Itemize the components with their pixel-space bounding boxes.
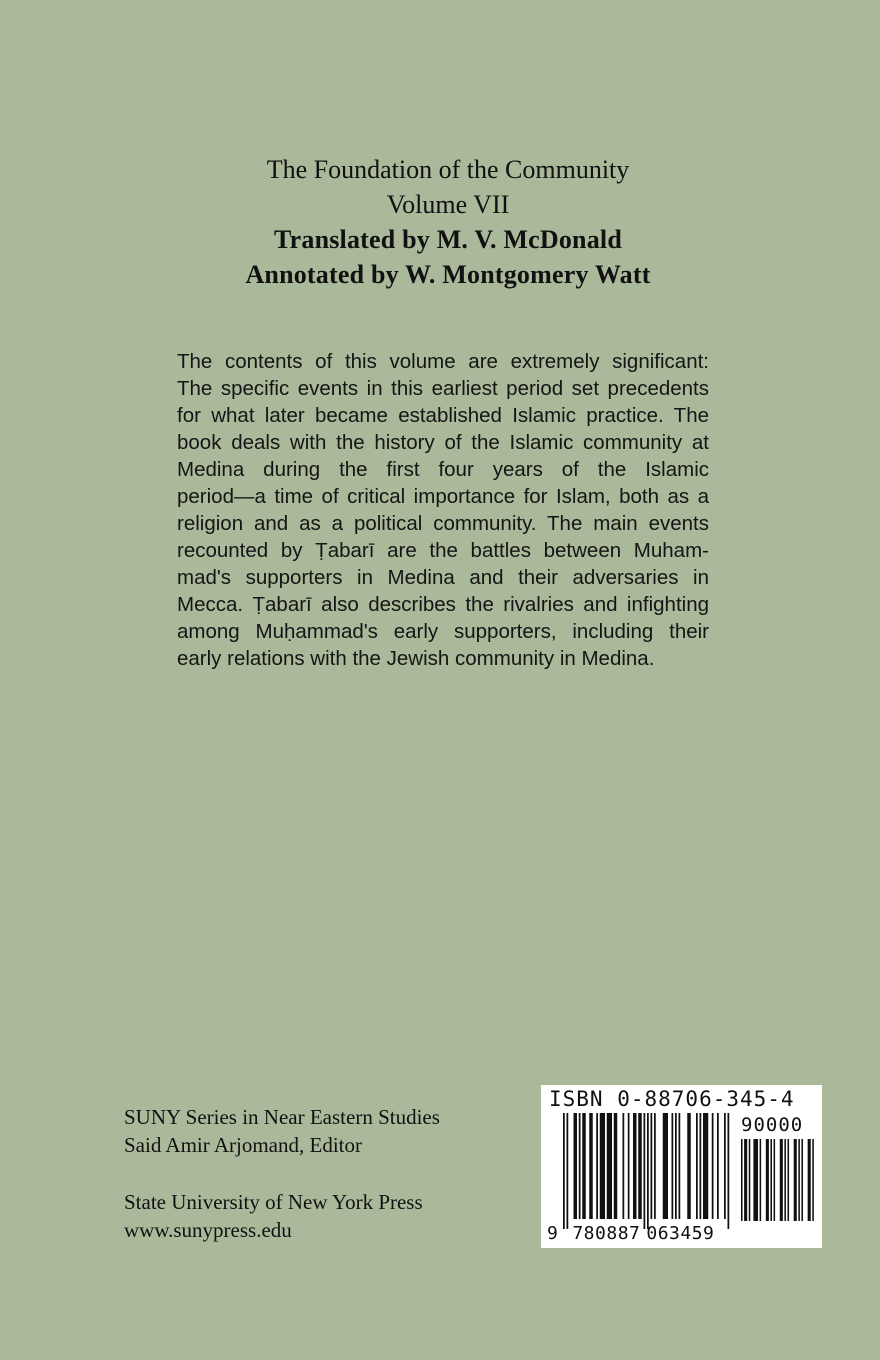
series-editor: Said Amir Arjomand, Editor [124, 1133, 362, 1157]
ean-first-digit: 9 [547, 1223, 559, 1244]
barcode-bar [600, 1113, 605, 1219]
ean-right-group: 063459 [646, 1223, 715, 1244]
blurb-line: among Muḥammad's early supporters, including their [177, 620, 709, 643]
barcode-bar [812, 1139, 814, 1221]
barcode-bar [647, 1113, 649, 1229]
barcode-bar [753, 1139, 758, 1221]
publisher-name: State University of New York Press [124, 1190, 423, 1214]
barcode-bar [574, 1113, 578, 1219]
isbn-label: ISBN 0-88706-345-4 [549, 1087, 795, 1111]
barcode-bar [687, 1113, 691, 1219]
book-title: The Foundation of the Community [266, 155, 630, 184]
barcode-bar [567, 1113, 569, 1229]
barcode-bar [644, 1113, 646, 1229]
barcode-bar [744, 1139, 747, 1221]
barcode-bar [724, 1113, 726, 1219]
blurb-line: Mecca. Ṭabarī also describes the rivalries and infighting [177, 593, 709, 616]
series-name: SUNY Series in Near Eastern Studies [124, 1105, 440, 1129]
blurb-line: mad's supporters in Medina and their adversaries in [177, 566, 709, 589]
addon-barcode-bars [741, 1139, 817, 1233]
barcode-bar [749, 1139, 751, 1221]
series-info [124, 1103, 440, 1159]
barcode-bar [582, 1113, 586, 1219]
publisher-info [124, 1188, 423, 1244]
barcode-bar [633, 1113, 637, 1219]
blurb-line: The contents of this volume are extremely significant: [177, 350, 709, 373]
barcode-bar [788, 1139, 790, 1221]
barcode-bar [766, 1139, 769, 1221]
barcode-bar [696, 1113, 698, 1219]
barcode-bar [798, 1139, 800, 1221]
barcode-bar [808, 1139, 811, 1221]
barcode-bar [638, 1113, 642, 1219]
addon-code: 90000 [741, 1114, 804, 1136]
annotator-credit: Annotated by W. Montgomery Watt [245, 260, 651, 289]
barcode-bar [784, 1139, 786, 1221]
blurb-line: Medina during the first four years of the Islamic [177, 458, 709, 481]
ean-digits [547, 1223, 714, 1244]
barcode-bar [579, 1113, 581, 1219]
description-blurb [177, 348, 709, 672]
title-block [0, 152, 880, 292]
barcode-bar [794, 1139, 797, 1221]
barcode-bar [801, 1139, 803, 1221]
barcode-bar [596, 1113, 598, 1219]
barcode-bar [623, 1113, 625, 1219]
publisher-website: www.sunypress.edu [124, 1218, 292, 1242]
barcode-bar [703, 1113, 708, 1219]
barcode-bar [760, 1139, 762, 1221]
volume-number: Volume VII [386, 190, 510, 219]
barcode-bar [700, 1113, 702, 1219]
blurb-line: recounted by Ṭabarī are the battles between Muham- [177, 539, 709, 562]
barcode-bar [712, 1113, 714, 1219]
barcode-bar [614, 1113, 618, 1219]
barcode-bar [628, 1113, 630, 1219]
barcode-bar [741, 1139, 743, 1221]
ean-left-group: 780887 [572, 1223, 641, 1244]
barcode-bar [679, 1113, 681, 1219]
barcode-bar [717, 1113, 719, 1219]
blurb-line: period—a time of critical importance for Islam, both as a [177, 485, 709, 508]
barcode-bar [607, 1113, 612, 1219]
barcode-bar [672, 1113, 674, 1219]
barcode-bar [563, 1113, 565, 1229]
barcode-bar [774, 1139, 776, 1221]
barcode-bar [654, 1113, 656, 1219]
isbn-barcode [541, 1085, 822, 1248]
blurb-line: The specific events in this earliest period set precedents [177, 377, 709, 400]
barcode-bar [589, 1113, 593, 1219]
translator-credit: Translated by M. V. McDonald [274, 225, 622, 254]
barcode-bar [780, 1139, 783, 1221]
blurb-line: religion and as a political community. The main events [177, 512, 709, 535]
barcode-bar [728, 1113, 730, 1229]
blurb-line: for what later became established Islamic practice. The [177, 404, 709, 427]
barcode-bar [675, 1113, 677, 1219]
barcode-bar [663, 1113, 668, 1219]
blurb-line: book deals with the history of the Islamic community at [177, 431, 709, 454]
barcode-bar [770, 1139, 772, 1221]
blurb-line: early relations with the Jewish community in Medina. [177, 647, 655, 670]
ean-barcode-bars [563, 1113, 735, 1233]
barcode-bar [651, 1113, 653, 1219]
